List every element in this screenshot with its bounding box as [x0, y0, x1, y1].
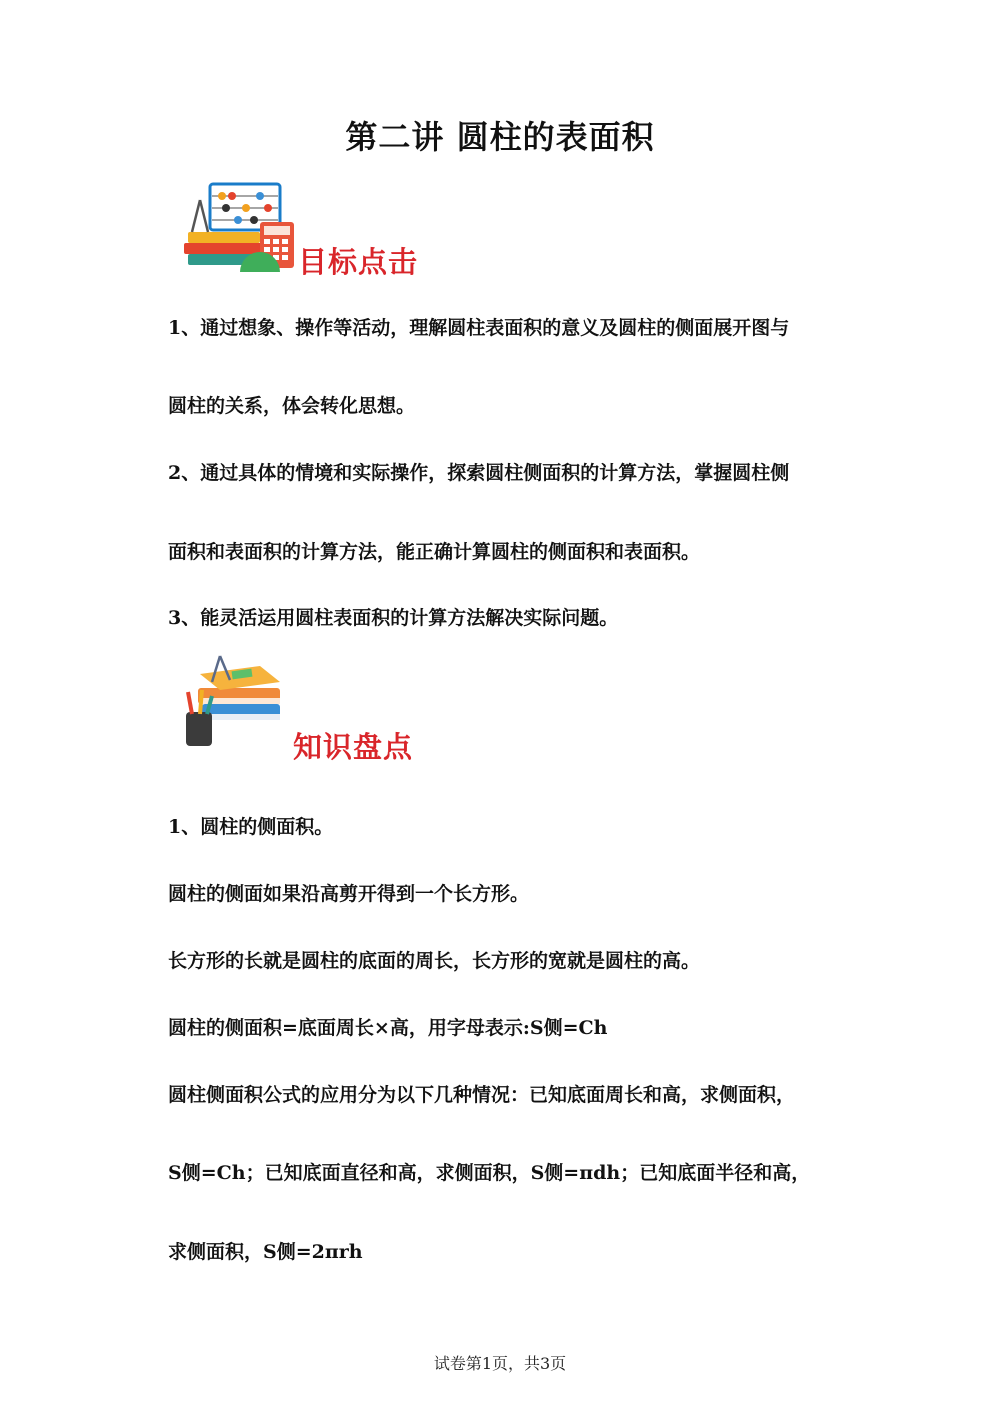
goals-section-header [180, 180, 440, 280]
goal-line-1: 1、通过想象、操作等活动，理解圆柱表面积的意义及圆柱的侧面展开图与 [168, 317, 790, 339]
abacus-books-calculator-icon [180, 180, 300, 275]
knowledge-section-header [180, 652, 440, 764]
goals-section-label: 目标点击 [298, 245, 419, 279]
goal-line-2: 圆柱的关系，体会转化思想。 [168, 395, 416, 417]
books-pencil-holder-icon [180, 652, 290, 752]
knowledge-line-6: S侧=Ch；已知底面直径和高，求侧面积，S侧=πdh；已知底面半径和高， [168, 1162, 811, 1184]
knowledge-line-3: 长方形的长就是圆柱的底面的周长，长方形的宽就是圆柱的高。 [168, 950, 701, 972]
page-footer: 试卷第1页，共3页 [433, 1354, 567, 1373]
knowledge-line-7: 求侧面积，S侧=2πrh [168, 1241, 363, 1263]
knowledge-section-label: 知识盘点 [293, 730, 414, 764]
page-title: 第二讲 圆柱的表面积 [345, 118, 655, 156]
knowledge-line-5: 圆柱侧面积公式的应用分为以下几种情况：已知底面周长和高，求侧面积， [168, 1084, 796, 1106]
knowledge-line-4: 圆柱的侧面积=底面周长×高，用字母表示:S侧=Ch [168, 1017, 608, 1039]
goal-line-3: 2、通过具体的情境和实际操作，探索圆柱侧面积的计算方法，掌握圆柱侧 [168, 462, 790, 484]
knowledge-line-1: 1、圆柱的侧面积。 [168, 816, 334, 838]
knowledge-line-2: 圆柱的侧面如果沿高剪开得到一个长方形。 [168, 883, 530, 905]
goal-line-4: 面积和表面积的计算方法，能正确计算圆柱的侧面积和表面积。 [168, 541, 701, 563]
goal-line-5: 3、能灵活运用圆柱表面积的计算方法解决实际问题。 [168, 607, 619, 629]
